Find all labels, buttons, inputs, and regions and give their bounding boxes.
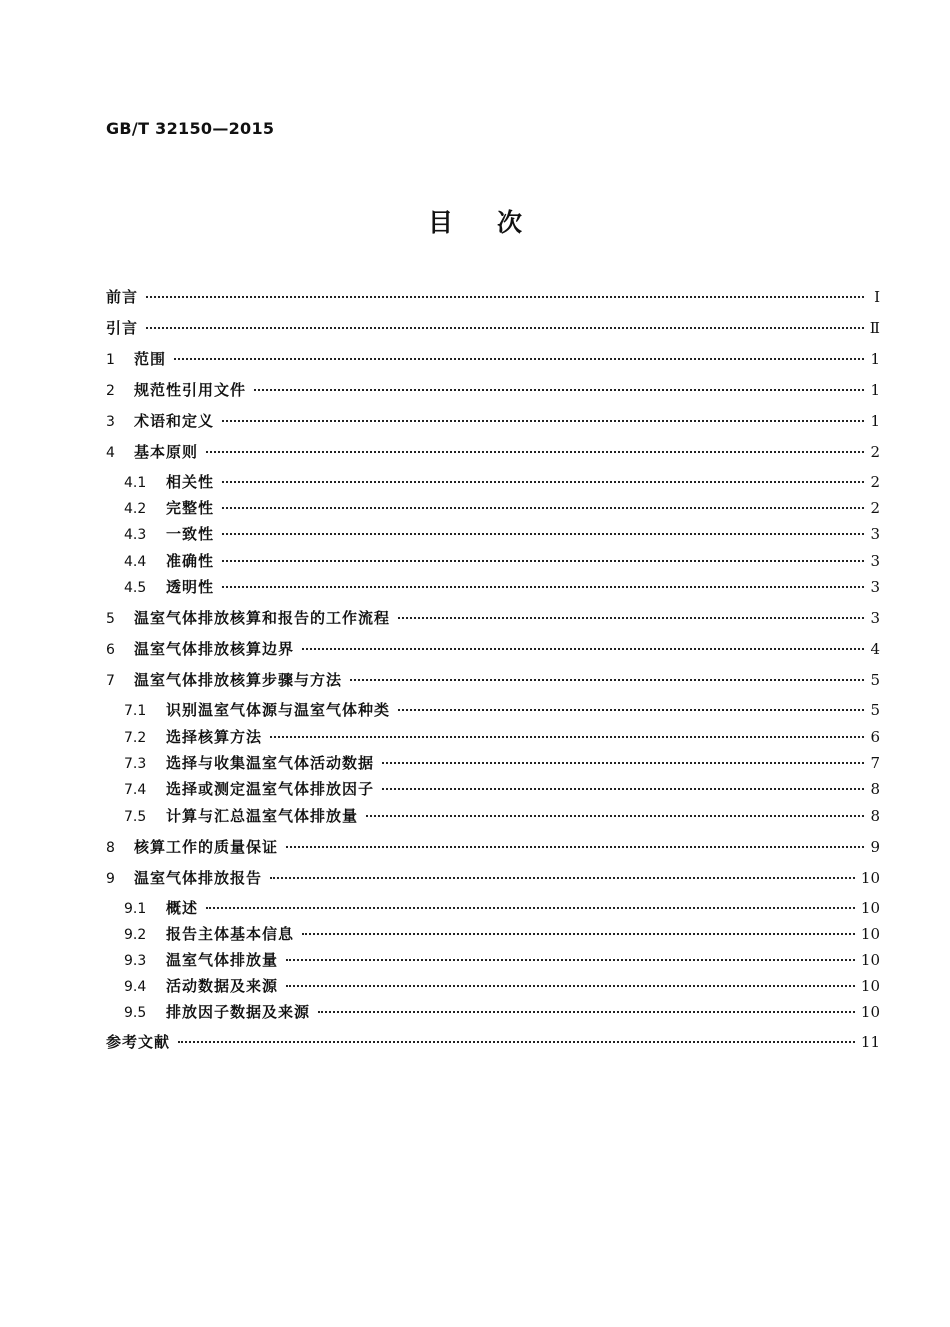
dot-leader <box>350 679 864 681</box>
toc-entry-label: 活动数据及来源 <box>166 977 279 995</box>
dot-leader <box>286 846 864 848</box>
toc-entry-number: 9.1 <box>124 901 147 917</box>
toc-entry-label: 计算与汇总温室气体排放量 <box>166 807 359 825</box>
toc-entry-label: 排放因子数据及来源 <box>166 1003 311 1021</box>
toc-entry-label: 规范性引用文件 <box>134 381 247 399</box>
toc-entry[interactable] <box>106 670 880 690</box>
dot-leader <box>382 788 864 790</box>
toc-entry-label: 温室气体排放量 <box>166 951 279 969</box>
toc-entry-page-number: 10 <box>860 977 880 995</box>
toc-entry-label: 引言 <box>106 319 139 337</box>
toc-entry-number: 7.2 <box>124 730 147 746</box>
toc-entry-label: 准确性 <box>166 552 215 570</box>
toc-entry[interactable] <box>124 700 880 720</box>
toc-entry[interactable] <box>106 868 880 888</box>
dot-leader <box>366 815 864 817</box>
toc-entry-page-number: 10 <box>860 899 880 917</box>
toc-entry-number: 7.5 <box>124 809 147 825</box>
toc-entry[interactable] <box>124 976 880 996</box>
toc-entry-page-number: 9 <box>870 838 880 856</box>
dot-leader <box>270 736 864 738</box>
dot-leader <box>398 709 864 711</box>
toc-entry-number: 4.3 <box>124 527 147 543</box>
toc-entry-label: 温室气体排放报告 <box>134 869 263 887</box>
toc-entry[interactable] <box>106 380 880 400</box>
toc-entry-page-number: 2 <box>870 473 880 491</box>
dot-leader <box>206 907 855 909</box>
toc-entry-label: 选择或测定温室气体排放因子 <box>166 780 375 798</box>
dot-leader <box>222 507 864 509</box>
toc-entry-label: 温室气体排放核算步骤与方法 <box>134 671 343 689</box>
toc-entry[interactable] <box>124 898 880 918</box>
toc-entry[interactable] <box>124 806 880 826</box>
toc-entry[interactable] <box>124 524 880 544</box>
dot-leader <box>178 1041 855 1043</box>
toc-entry-page-number: 10 <box>860 1003 880 1021</box>
toc-entry-number: 9 <box>106 871 115 887</box>
toc-entry-page-number: 4 <box>870 640 880 658</box>
toc-entry-page-number: 5 <box>870 701 880 719</box>
toc-entry-number: 1 <box>106 352 115 368</box>
toc-entry[interactable] <box>124 924 880 944</box>
toc-entry-label: 温室气体排放核算和报告的工作流程 <box>134 609 391 627</box>
toc-entry[interactable] <box>124 779 880 799</box>
toc-entry[interactable] <box>124 551 880 571</box>
toc-entry-page-number: 2 <box>870 443 880 461</box>
toc-entry-label: 选择与收集温室气体活动数据 <box>166 754 375 772</box>
toc-entry-page-number: 3 <box>870 578 880 596</box>
dot-leader <box>302 933 855 935</box>
dot-leader <box>254 389 864 391</box>
dot-leader <box>222 560 864 562</box>
toc-entry[interactable] <box>124 950 880 970</box>
toc-entry-label: 相关性 <box>166 473 215 491</box>
toc-entry[interactable] <box>106 442 880 462</box>
toc-entry[interactable] <box>124 577 880 597</box>
toc-entry-page-number: 3 <box>870 525 880 543</box>
dot-leader <box>174 358 864 360</box>
toc-entry-number: 7.3 <box>124 756 147 772</box>
toc-entry-page-number: Ⅱ <box>869 319 880 337</box>
toc-entry-number: 2 <box>106 383 115 399</box>
toc-entry-label: 完整性 <box>166 499 215 517</box>
toc-entry[interactable] <box>106 318 880 338</box>
dot-leader <box>382 762 864 764</box>
toc-entry[interactable] <box>124 472 880 492</box>
toc-entry-page-number: 8 <box>870 807 880 825</box>
toc-entry-page-number: 1 <box>870 350 880 368</box>
dot-leader <box>222 420 864 422</box>
toc-entry-number: 6 <box>106 642 115 658</box>
toc-entry-number: 9.4 <box>124 979 147 995</box>
toc-entry-page-number: 10 <box>860 869 880 887</box>
toc-entry-number: 4 <box>106 445 115 461</box>
toc-entry[interactable] <box>124 498 880 518</box>
dot-leader <box>270 877 855 879</box>
page-title: 目次 <box>427 208 566 237</box>
dot-leader <box>206 451 864 453</box>
toc-entry-number: 5 <box>106 611 115 627</box>
toc-entry-number: 9.5 <box>124 1005 147 1021</box>
toc-entry-page-number: 11 <box>860 1033 880 1051</box>
dot-leader <box>286 985 855 987</box>
standard-id: GB/T 32150—2015 <box>106 119 275 138</box>
dot-leader <box>146 296 864 298</box>
toc-entry-label: 术语和定义 <box>134 412 215 430</box>
toc-entry[interactable] <box>106 287 880 307</box>
toc-entry-number: 8 <box>106 840 115 856</box>
toc-entry-number: 7.4 <box>124 782 147 798</box>
toc-entry-label: 报告主体基本信息 <box>166 925 295 943</box>
dot-leader <box>222 481 864 483</box>
toc-entry-page-number: 1 <box>870 381 880 399</box>
toc-entry-page-number: 1 <box>870 412 880 430</box>
toc-entry-label: 透明性 <box>166 578 215 596</box>
toc-entry-label: 核算工作的质量保证 <box>134 838 279 856</box>
toc-entry-label: 一致性 <box>166 525 215 543</box>
toc-entry[interactable] <box>106 411 880 431</box>
dot-leader <box>398 617 864 619</box>
toc-entry[interactable] <box>124 1002 880 1022</box>
dot-leader <box>286 959 855 961</box>
dot-leader <box>222 586 864 588</box>
toc-entry-label: 温室气体排放核算边界 <box>134 640 295 658</box>
toc-entry-label: 参考文献 <box>106 1033 171 1051</box>
toc-entry-number: 4.2 <box>124 501 147 517</box>
toc-entry-label: 识别温室气体源与温室气体种类 <box>166 701 391 719</box>
toc-entry-label: 前言 <box>106 288 139 306</box>
toc-entry-page-number: 2 <box>870 499 880 517</box>
toc-entry-number: 4.5 <box>124 580 147 596</box>
dot-leader <box>318 1011 855 1013</box>
toc-entry-page-number: 6 <box>870 728 880 746</box>
dot-leader <box>146 327 864 329</box>
toc-entry-page-number: 10 <box>860 925 880 943</box>
toc-entry[interactable] <box>106 639 880 659</box>
toc-entry-page-number: Ⅰ <box>874 288 880 306</box>
toc-entry-page-number: 8 <box>870 780 880 798</box>
toc-entry-number: 7.1 <box>124 703 147 719</box>
toc-entry-page-number: 3 <box>870 609 880 627</box>
toc-entry-number: 4.1 <box>124 475 147 491</box>
dot-leader <box>222 533 864 535</box>
toc-entry[interactable] <box>106 1032 880 1052</box>
toc-entry[interactable] <box>106 837 880 857</box>
toc-entry[interactable] <box>124 753 880 773</box>
toc-entry[interactable] <box>106 349 880 369</box>
toc-entry-page-number: 3 <box>870 552 880 570</box>
toc-entry-number: 9.3 <box>124 953 147 969</box>
toc-entry-label: 概述 <box>166 899 199 917</box>
toc-entry-number: 4.4 <box>124 554 147 570</box>
toc-entry-label: 选择核算方法 <box>166 728 263 746</box>
toc-entry-number: 3 <box>106 414 115 430</box>
toc-entry-page-number: 10 <box>860 951 880 969</box>
toc-entry-page-number: 5 <box>870 671 880 689</box>
toc-entry[interactable] <box>106 608 880 628</box>
toc-entry-label: 范围 <box>134 350 167 368</box>
toc-entry-number: 9.2 <box>124 927 147 943</box>
toc-entry-number: 7 <box>106 673 115 689</box>
toc-entry[interactable] <box>124 727 880 747</box>
toc-entry-label: 基本原则 <box>134 443 199 461</box>
dot-leader <box>302 648 864 650</box>
toc-entry-page-number: 7 <box>870 754 880 772</box>
